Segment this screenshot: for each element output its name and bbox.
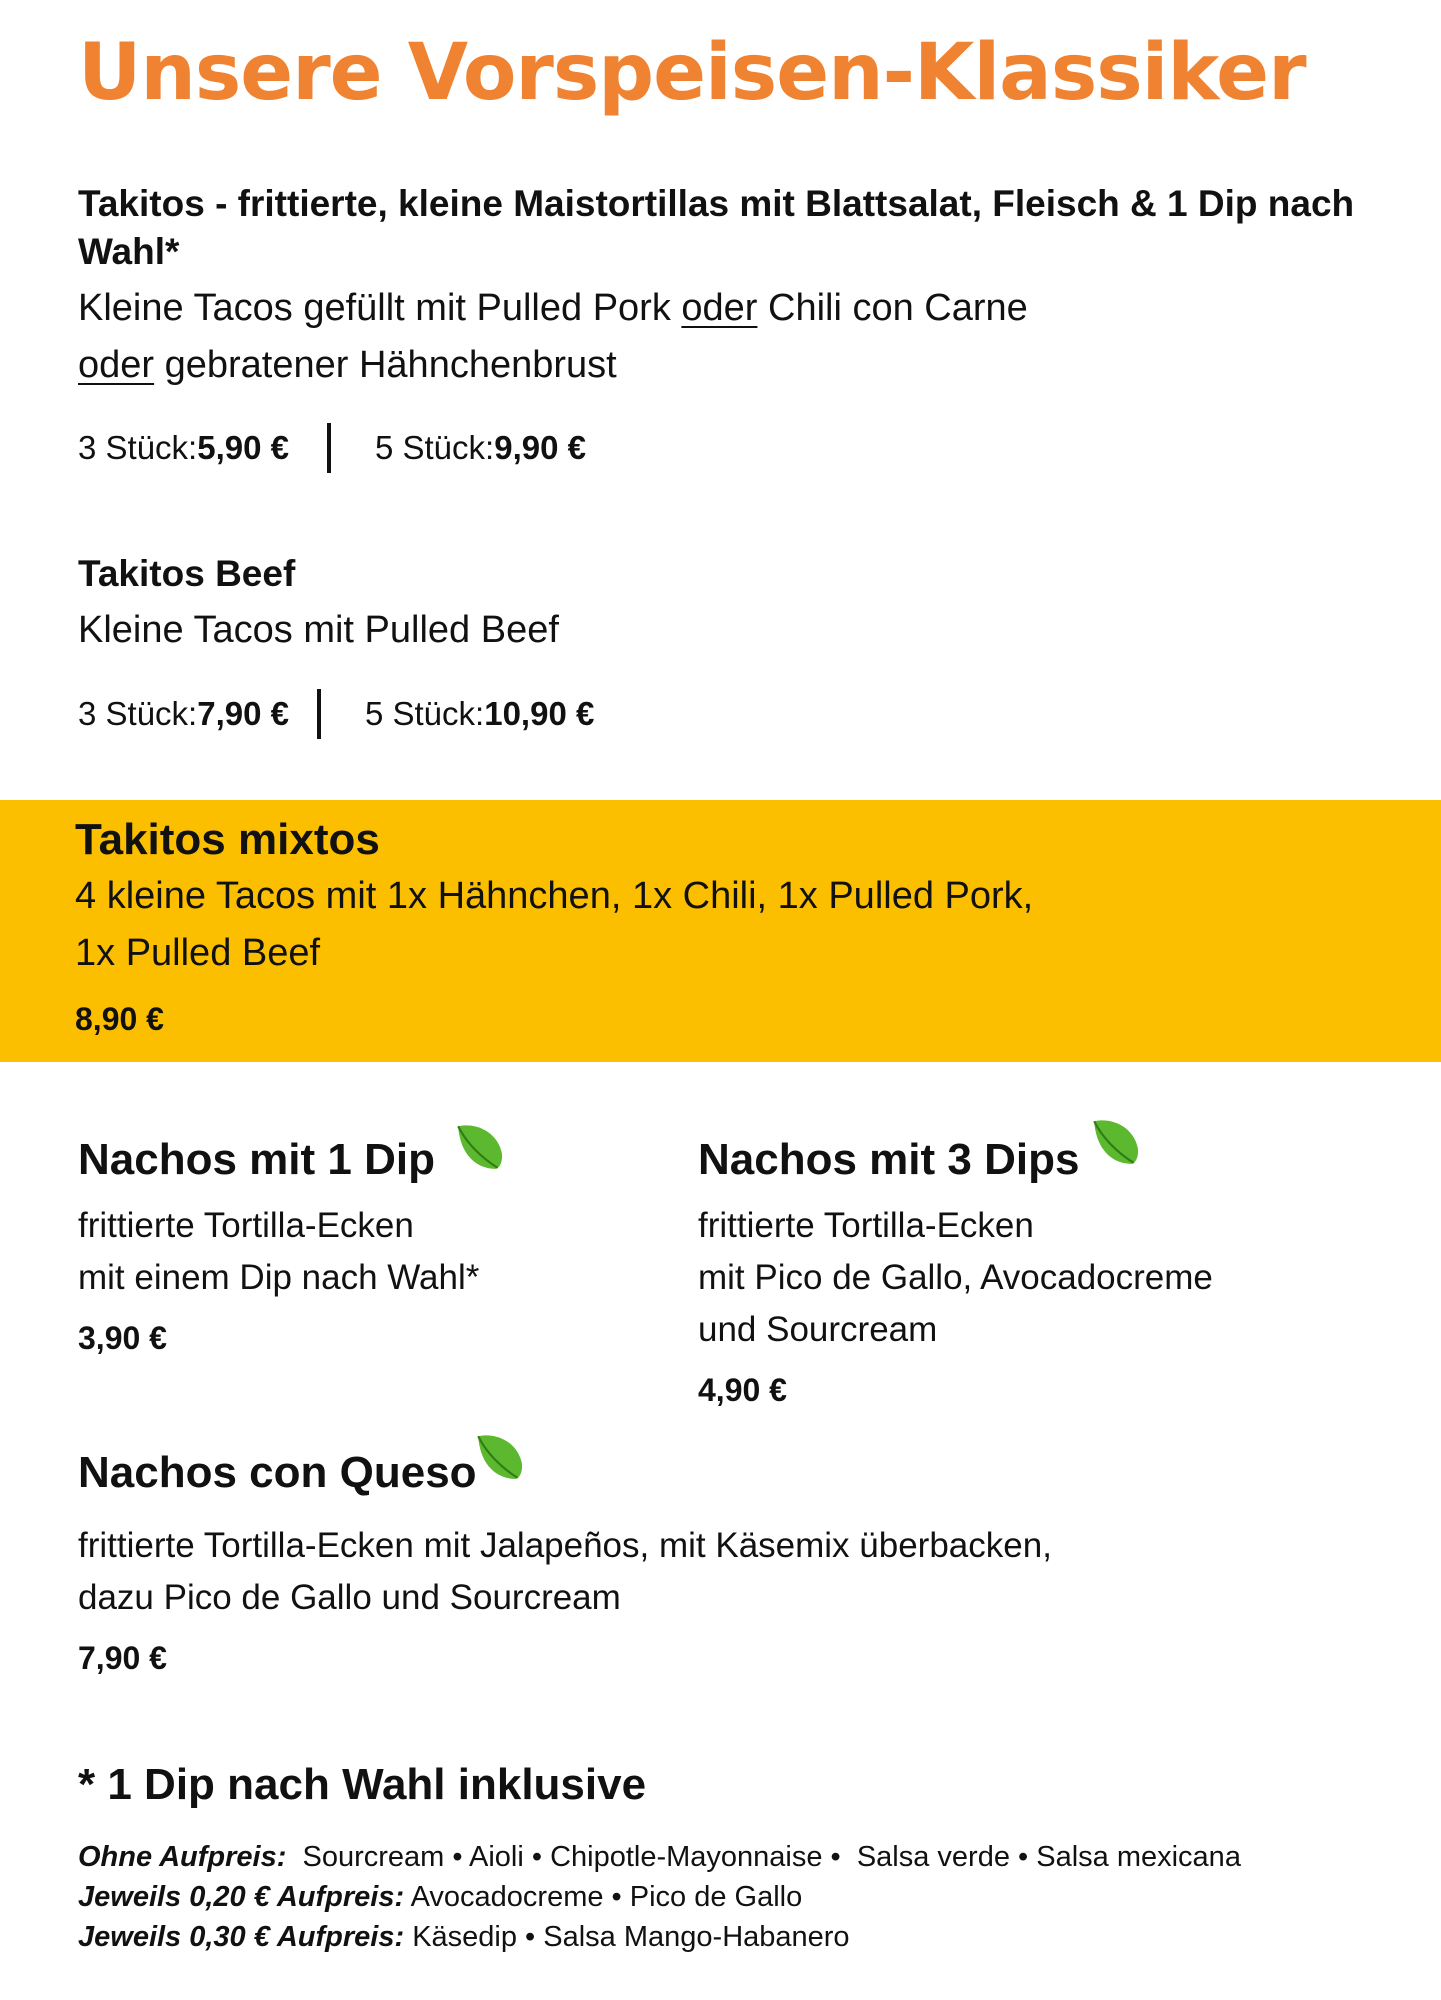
nachos-con-queso-desc-line2: dazu Pico de Gallo und Sourcream [78, 1578, 621, 1617]
takitos-price-large: 9,90 € [494, 429, 586, 466]
nachos-con-queso-price: 7,90 € [78, 1640, 167, 1676]
takitos-desc-or-1: oder [681, 287, 758, 329]
takitos-price-small: 5,90 € [197, 429, 289, 466]
dips-line-3 [78, 1917, 1241, 1957]
dips-line-3-text: Käsedip • Salsa Mango-Habanero [404, 1921, 850, 1953]
takitos-price-large-label: 5 Stück: [374, 429, 495, 466]
nachos-1-dip-price: 3,90 € [78, 1320, 167, 1356]
dips-list [78, 1837, 1241, 1957]
nachos-3-dips-desc-line2: mit Pico de Gallo, Avocadocreme [698, 1258, 1213, 1297]
takitos-mixtos-desc-line2: 1x Pulled Beef [75, 932, 321, 974]
takitos-beef-price-small: 7,90 € [197, 695, 289, 732]
nachos-3-dips-price: 4,90 € [698, 1372, 787, 1408]
takitos-beef-prices [78, 689, 594, 739]
dips-heading: * 1 Dip nach Wahl inklusive [78, 1760, 647, 1809]
takitos-beef-price-small-label: 3 Stück: [78, 695, 198, 732]
nachos-con-queso-description [78, 1520, 1378, 1624]
takitos-beef-description: Kleine Tacos mit Pulled Beef [78, 609, 559, 651]
section-takitos-mixtos [0, 800, 1441, 1062]
price-separator [317, 689, 321, 739]
page-title: Unsere Vorspeisen-Klassiker [78, 28, 1306, 118]
dips-line-1-label: Ohne Aufpreis: [78, 1841, 287, 1873]
takitos-desc-part1: Kleine Tacos gefüllt mit Pulled Pork [78, 287, 682, 329]
takitos-price-small-label: 3 Stück: [78, 429, 198, 466]
price-separator [327, 423, 331, 473]
nachos-3-dips-description [698, 1200, 1213, 1356]
takitos-desc-part3: gebratener Hähnchenbrust [154, 344, 617, 386]
nachos-3-dips-heading: Nachos mit 3 Dips [698, 1135, 1080, 1184]
leaf-icon [1090, 1115, 1142, 1167]
dips-line-1-text: Sourcream • Aioli • Chipotle-Mayonnaise • Salsa verde • Salsa mexicana [286, 1841, 1241, 1873]
leaf-icon [474, 1430, 526, 1482]
nachos-1-dip-description [78, 1200, 479, 1304]
leaf-icon [454, 1120, 506, 1172]
takitos-mixtos-desc-line1: 4 kleine Tacos mit 1x Hähnchen, 1x Chili, 1x Pulled Pork, [75, 875, 1034, 917]
nachos-con-queso-heading: Nachos con Queso [78, 1448, 477, 1497]
dips-line-1 [78, 1837, 1241, 1877]
nachos-1-dip-heading: Nachos mit 1 Dip [78, 1135, 435, 1184]
nachos-con-queso-desc-line1: frittierte Tortilla-Ecken mit Jalapeños, mit Käsemix überbacken, [78, 1526, 1052, 1565]
takitos-desc-part2: Chili con Carne [757, 287, 1028, 329]
takitos-desc-or-2: oder [78, 344, 155, 386]
takitos-beef-price-large-label: 5 Stück: [364, 695, 485, 732]
takitos-heading: Takitos - frittierte, kleine Maistortillas mit Blattsalat, Fleisch & 1 Dip nach Wahl* [78, 183, 1355, 272]
takitos-beef-price-large: 10,90 € [484, 695, 595, 732]
nachos-1-dip-desc-line1: frittierte Tortilla-Ecken [78, 1206, 414, 1245]
takitos-mixtos-heading: Takitos mixtos [75, 815, 380, 864]
takitos-prices [78, 423, 586, 473]
nachos-3-dips-desc-line1: frittierte Tortilla-Ecken [698, 1206, 1034, 1245]
nachos-1-dip-desc-line2: mit einem Dip nach Wahl* [78, 1258, 480, 1297]
takitos-mixtos-description [75, 868, 1375, 982]
takitos-beef-heading: Takitos Beef [78, 553, 296, 594]
dips-line-3-label: Jeweils 0,30 € Aufpreis: [78, 1921, 405, 1953]
dips-line-2 [78, 1877, 1241, 1917]
dips-line-2-label: Jeweils 0,20 € Aufpreis: [78, 1881, 405, 1913]
dips-line-2-text: Avocadocreme • Pico de Gallo [404, 1881, 803, 1913]
takitos-mixtos-price: 8,90 € [75, 1001, 164, 1037]
takitos-description [78, 280, 1278, 394]
nachos-3-dips-desc-line3: und Sourcream [698, 1310, 938, 1349]
